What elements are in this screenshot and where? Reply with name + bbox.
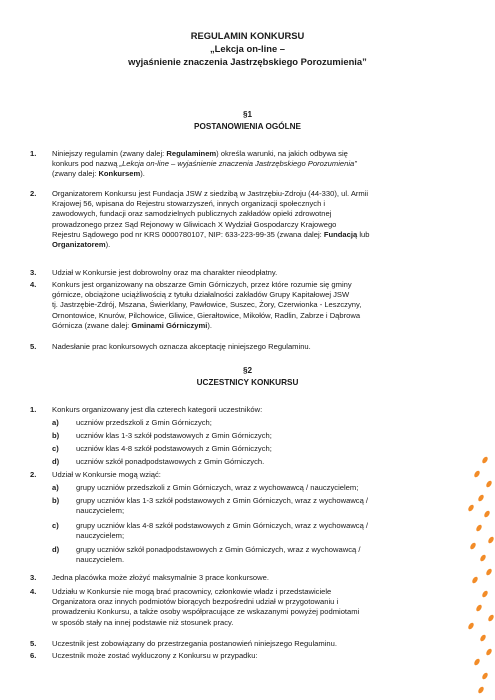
s2-item-4-line: Udziału w Konkursie nie mogą brać pracownicy, członkowie władz i przedstawiciele — [52, 587, 332, 596]
text-run: Krajowej 56, wpisana do Rejestru stowarzyszeń, innych organizacji społecznych i — [52, 199, 326, 209]
s1-item-number: 4. — [30, 280, 37, 289]
decorative-dot — [485, 648, 493, 656]
s1-item-number: 5. — [30, 342, 37, 351]
decorative-dot — [467, 622, 475, 630]
s1-item-line — [52, 321, 470, 331]
section-2-title: UCZESTNICY KONKURSU — [196, 378, 299, 387]
section-1-title: POSTANOWIENIA OGÓLNE — [194, 122, 301, 131]
text-run: Konkurs jest organizowany na obszarze Gmin Górniczych, przez które rozumie się gminy — [52, 280, 352, 289]
decorative-dot — [473, 470, 481, 478]
text-run: prowadzonego przez Sąd Rejonowy w Gliwicach X Wydział Gospodarczy Krajowego — [52, 219, 337, 229]
decorative-dot — [475, 524, 483, 532]
decorative-dot — [481, 672, 489, 680]
text-run: ). — [140, 169, 145, 179]
bold-term: Gminami Górniczymi — [131, 320, 208, 330]
sub-item-letter: b) — [52, 496, 60, 505]
s1-item-line — [52, 342, 470, 352]
decorative-dot — [487, 536, 495, 544]
bold-term: Fundacją — [323, 229, 358, 239]
text-run: zawodowych, fundacji oraz samodzielnych publicznych zakładów opieki zdrowotnej — [52, 209, 332, 219]
decorative-dot — [481, 590, 489, 598]
s1-item-line — [52, 230, 470, 240]
sub-item-text: grupy uczniów klas 4-8 szkół podstawowych z Gmin Górniczych, wraz z wychowawcą / — [76, 521, 369, 530]
text-run: (zwany dalej: — [52, 169, 99, 179]
s1-item-line — [52, 268, 470, 278]
decorative-dot — [485, 568, 493, 576]
text-run: ) określa warunki, na jakich odbywa się — [216, 149, 348, 158]
decorative-dot — [467, 504, 475, 512]
s2-item-4-line: w sposób stały na innej podstawie niż stosunek pracy. — [52, 617, 234, 627]
decorative-dot — [481, 456, 489, 464]
text-run: górnicze, obciążone uciążliwością z tytułu działalności zakładów Grupy Kapitałowej JSW — [52, 290, 350, 300]
decorative-dot — [487, 614, 495, 622]
s1-item-line — [52, 189, 470, 199]
italic-text: „Lekcja on-line – wyjaśnienie znaczenia Jastrzębskiego Porozumienia” — [119, 159, 357, 169]
text-run: Udział w Konkursie jest dobrowolny oraz ma charakter nieodpłatny. — [52, 268, 278, 277]
bold-term: Organizatorem — [52, 240, 106, 249]
decorative-dot — [469, 542, 477, 550]
decorative-dot — [477, 494, 485, 502]
decorative-dot — [479, 554, 487, 562]
text-run: Rejestru Sądowego pod nr KRS 0000780107, NIP: 633-223-99-35 (zwana dalej: — [52, 229, 324, 239]
doc-title-line3: wyjaśnienie znaczenia Jastrzębskiego Porozumienia” — [128, 56, 367, 67]
sub-item-letter: c) — [52, 444, 59, 453]
doc-title-line1: REGULAMIN KONKURSU — [190, 30, 305, 41]
s1-item-number: 1. — [30, 149, 37, 158]
s2-item-2-text: Udział w Konkursie mogą wziąć: — [52, 470, 161, 479]
text-run: tj. Jastrzębie-Zdrój, Mszana, Świerklany, Pawłowice, Suszec, Żory, Czerwionka - Leszczyny, — [52, 300, 362, 310]
text-run: lub — [357, 229, 370, 239]
text-run: Organizatorem Konkursu jest Fundacja JSW z siedzibą w Jastrzębiu-Zdroju (44-330), ul. Armii — [52, 189, 369, 198]
s1-item-line — [52, 290, 470, 300]
s1-item-line — [52, 280, 470, 290]
s2-item-5-text: Uczestnik jest zobowiązany do przestrzegania postanowień niniejszego Regulaminu. — [52, 639, 337, 648]
text-run: Niniejszy regulamin (zwany dalej: — [52, 149, 167, 158]
s2-item-1-text: Konkurs organizowany jest dla czterech kategorii uczestników: — [52, 405, 263, 414]
sub-item-text: nauczycielem; — [76, 531, 125, 541]
s1-item-line — [52, 240, 470, 250]
s2-item-2-number: 2. — [30, 470, 37, 479]
s2-item-4-number: 4. — [30, 587, 37, 596]
text-run: Nadesłanie prac konkursowych oznacza akceptację niniejszego Regulaminu. — [52, 342, 311, 351]
s1-item-line — [52, 209, 470, 219]
decorative-dot — [485, 480, 493, 488]
s1-item-line — [52, 199, 470, 209]
sub-item-text: uczniów klas 1-3 szkół podstawowych z Gmin Górniczych; — [76, 431, 272, 440]
sub-item-text: grupy uczniów szkół ponadpodstawowych z Gmin Górniczych, wraz z wychowawcą / — [76, 545, 361, 554]
s1-item-line — [52, 159, 470, 169]
s2-item-1-number: 1. — [30, 405, 37, 414]
sub-item-text: nauczycielem; — [76, 506, 125, 516]
s1-item-number: 3. — [30, 268, 37, 277]
s1-item-line — [52, 169, 470, 179]
section-2-number: §2 — [242, 366, 253, 375]
sub-item-text: grupy uczniów przedszkoli z Gmin Górniczych, wraz z wychowawcą / nauczycielem; — [76, 483, 359, 492]
sub-item-text: grupy uczniów klas 1-3 szkół podstawowych z Gmin Górniczych, wraz z wychowawcą / — [76, 496, 369, 505]
decorative-dots — [455, 450, 495, 700]
sub-item-letter: b) — [52, 431, 60, 440]
decorative-dot — [483, 510, 491, 518]
text-run: Górnicza (zwane dalej: — [52, 320, 132, 330]
decorative-dot — [471, 576, 479, 584]
s1-item-line — [52, 300, 470, 310]
text-run: ). — [207, 320, 212, 330]
s2-item-3-text: Jedna placówka może złożyć maksymalnie 3 prace konkursowe. — [52, 573, 269, 582]
s1-item-number: 2. — [30, 189, 37, 198]
bold-term: Regulaminem — [166, 149, 217, 158]
s2-item-4-line: Organizatora oraz innych podmiotów biorących bezpośredni udział w przygotowaniu i — [52, 597, 339, 607]
sub-item-text: uczniów szkół ponadpodstawowych z Gmin Górniczych. — [76, 457, 265, 466]
sub-item-letter: d) — [52, 545, 60, 554]
section-1-number: §1 — [242, 110, 253, 119]
s2-item-4-line: prowadzeniu Konkursu, a także osoby współpracujące ze wskazanymi powyżej podmiotami — [52, 607, 360, 617]
decorative-dot — [473, 658, 481, 666]
decorative-dot — [477, 686, 485, 694]
sub-item-text: uczniów przedszkoli z Gmin Górniczych; — [76, 418, 212, 427]
decorative-dot — [475, 604, 483, 612]
s1-item-line — [52, 149, 470, 159]
sub-item-letter: a) — [52, 418, 59, 427]
text-run: ). — [105, 240, 111, 249]
s1-item-line — [52, 311, 470, 321]
sub-item-letter: d) — [52, 457, 60, 466]
s1-item-line — [52, 220, 470, 230]
sub-item-text: uczniów klas 4-8 szkół podstawowych z Gmin Górniczych; — [76, 444, 272, 453]
decorative-dot — [479, 634, 487, 642]
s2-item-6-number: 6. — [30, 651, 37, 660]
text-run: Ornontowice, Knurów, Pilchowice, Gliwice, Gierałtowice, Mikołów, Radlin, Zabrze i Dąbrowa — [52, 310, 361, 320]
bold-term: Konkursem — [98, 169, 141, 179]
sub-item-letter: c) — [52, 521, 59, 530]
sub-item-text: nauczycielem. — [76, 555, 125, 565]
s2-item-3-number: 3. — [30, 573, 37, 582]
s2-item-6-text: Uczestnik może zostać wykluczony z Konkursu w przypadku: — [52, 651, 258, 660]
doc-title-line2: „Lekcja on-line – — [209, 43, 286, 54]
sub-item-letter: a) — [52, 483, 59, 492]
s2-item-5-number: 5. — [30, 639, 37, 648]
text-run: konkurs pod nazwą — [52, 159, 120, 169]
